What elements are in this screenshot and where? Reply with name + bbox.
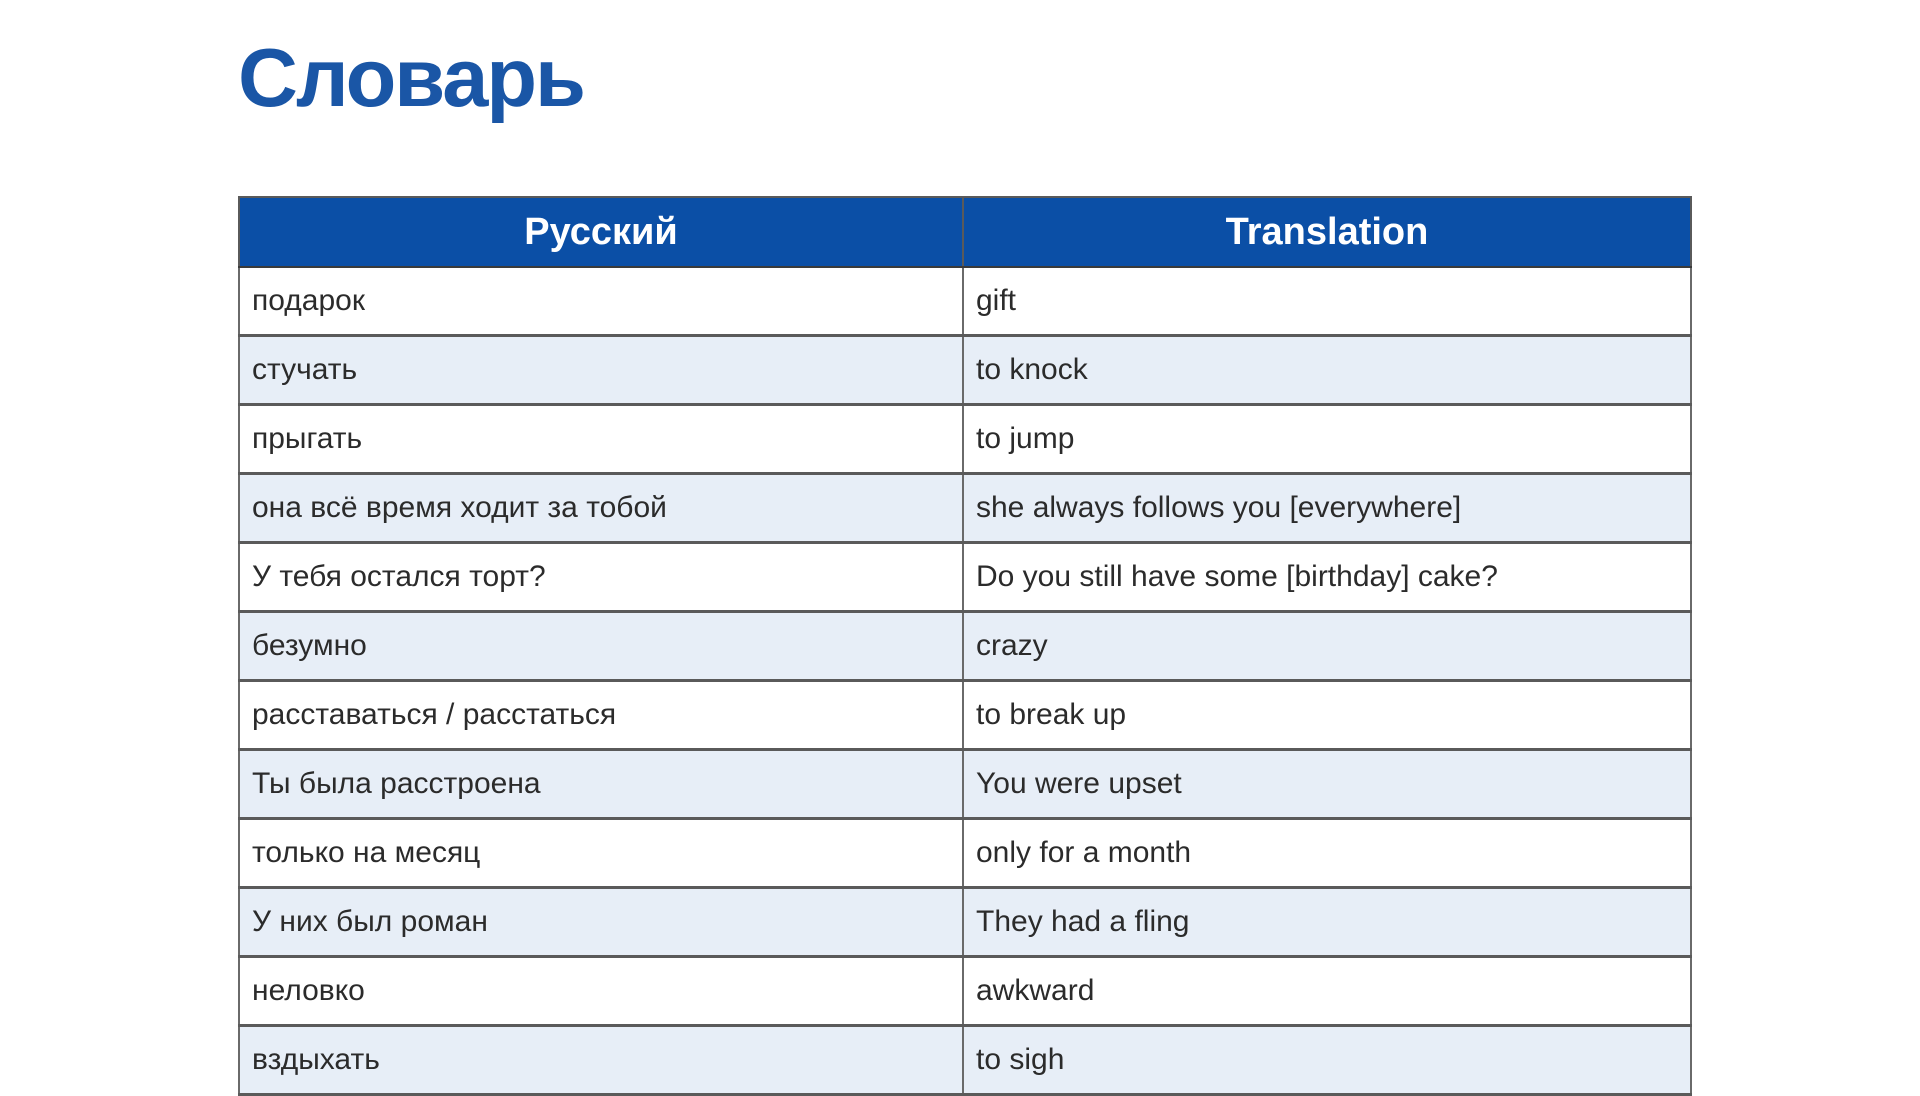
translation-cell: awkward	[963, 957, 1691, 1026]
russian-cell: подарок	[239, 267, 963, 336]
table-row	[239, 612, 1691, 681]
russian-cell: У тебя остался торт?	[239, 543, 963, 612]
table-row	[239, 750, 1691, 819]
table-row	[239, 543, 1691, 612]
table-row	[239, 819, 1691, 888]
russian-cell: расставаться / расстаться	[239, 681, 963, 750]
translation-cell: crazy	[963, 612, 1691, 681]
russian-cell: У них был роман	[239, 888, 963, 957]
translation-cell: to sigh	[963, 1026, 1691, 1095]
table-row	[239, 267, 1691, 336]
translation-cell: to knock	[963, 336, 1691, 405]
translation-cell: Do you still have some [birthday] cake?	[963, 543, 1691, 612]
table-row	[239, 1026, 1691, 1095]
table-row	[239, 888, 1691, 957]
translation-cell: You were upset	[963, 750, 1691, 819]
russian-cell: Ты была расстроена	[239, 750, 963, 819]
table-row	[239, 405, 1691, 474]
table-row	[239, 336, 1691, 405]
translation-cell: gift	[963, 267, 1691, 336]
page-title: Словарь	[238, 31, 585, 124]
table-row	[239, 957, 1691, 1026]
table-row	[239, 474, 1691, 543]
russian-cell: она всё время ходит за тобой	[239, 474, 963, 543]
table-header-row	[239, 197, 1691, 267]
translation-cell: she always follows you [everywhere]	[963, 474, 1691, 543]
russian-cell: вздыхать	[239, 1026, 963, 1095]
table-row	[239, 681, 1691, 750]
russian-cell: безумно	[239, 612, 963, 681]
translation-cell: only for a month	[963, 819, 1691, 888]
translation-cell: They had a fling	[963, 888, 1691, 957]
translation-cell: to jump	[963, 405, 1691, 474]
column-header-russian: Русский	[239, 197, 963, 267]
column-header-translation: Translation	[963, 197, 1691, 267]
russian-cell: неловко	[239, 957, 963, 1026]
russian-cell: прыгать	[239, 405, 963, 474]
russian-cell: стучать	[239, 336, 963, 405]
translation-cell: to break up	[963, 681, 1691, 750]
russian-cell: только на месяц	[239, 819, 963, 888]
vocabulary-table	[238, 196, 1692, 1096]
